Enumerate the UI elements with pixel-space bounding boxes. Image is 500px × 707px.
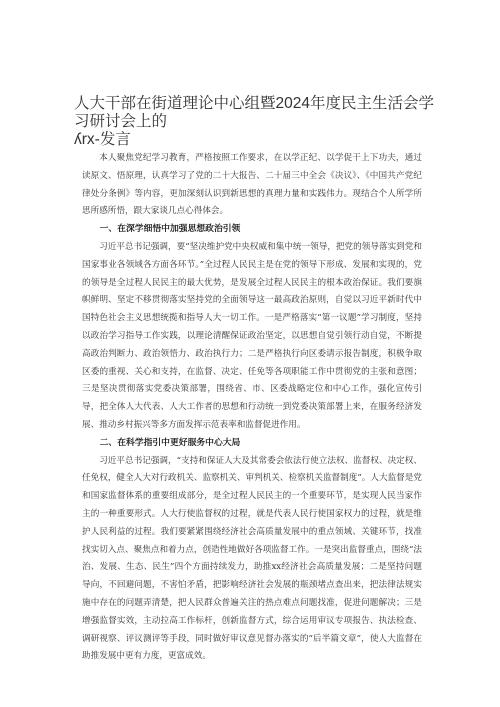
title-main: 人大干部在街道理论中心组暨2024年度民主生活会学习研讨会上的 — [74, 95, 434, 130]
section-body-1: 习近平总书记强调，要“坚决维护党中央权威和集中统一领导，把党的领导落实到党和国家事业各领域各方面各环节。”全过程人民民主是在党的领导下形成、发展和实现的，党的领导是全过程人民民主的最大优势，是发展全过程人民民主的根本政治保证。我们要旗帜鲜明、坚定不移贯彻落实坚持党的全面领导这一最高政治原则，自觉以习近平新时代中国特色社会主义思想统揽和指导人大一切工作。一是严格落实“第一议题”学习制度，坚持以政治学习指导工作实践，以理论清醒保证政治坚定，以思想自觉引领行动自觉，不断提高政治判断力、政治领悟力、政治执行力；二是严格执行向区委请示报告制度，积极争取区委的重视、关心和支持，在监督、决定、任免等各项职能工作中贯彻党的主张和意图；三是坚决贯彻落实党委决策部署，围绕省、市、区委战略定位和中心工作，强化宣传引导，把全体人大代表、人大工作者的思想和行动统一到党委决策部署上来，在服务经济发展、推动乡村振兴等多方面发挥示范表率和监督促进作用。 — [82, 241, 422, 430]
section-heading-2: 二、在科学指引中更好服务中心大局 — [99, 437, 241, 448]
document-title — [74, 95, 444, 149]
document-body — [82, 150, 422, 666]
title-tail: ʎrx-发言 — [74, 131, 131, 148]
intro-paragraph: 本人聚焦党纪学习教育，严格按照工作要求，在以学正纪、以学促干上下功夫，通过读原文、悟原理，认真学习了党的二十大报告、二十届三中全会《决议》、《中国共产党纪律处分条例》等内容，更加深刻认识到新思想的真理力量和实践伟力。现结合个人所学所思所感所悟，跟大家谈几点心得体会。 — [82, 153, 422, 217]
section-heading-1: 一、在深学细悟中加强思想政治引领 — [99, 224, 241, 235]
section-body-2: 习近平总书记强调，“支持和保证人大及其常委会依法行使立法权、监督权、决定权、任免权，健全人大对行政机关、监察机关、审判机关、检察机关监督制度”。人大监督是党和国家监督体系的重要组成部分，是全过程人民民主的一个重要环节，是实现人民当家作主的一种重要形式。人大行使监督权的过程，就是代表人民行使国家权力的过程，就是维护人民利益的过程。我们要紧紧围绕经济社会高质量发展中的重点领域、关键环节，找准找实切入点、聚焦点和着力点，创造性地做好各项监督工作。一是突出监督重点，围绕“法治、发展、生态、民生”四个方面持续发力，助推xx经济社会高质量发展；二是坚持问题导向，不回避问题，不害怕矛盾，把影响经济社会发展的瓶颈堵点查出来，把法律法规实施中存在的问题弄清楚，把人民群众普遍关注的热点难点问题找准，促进问题解决；三是增强监督实效，主动拉高工作标杆，创新监督方式，综合运用审议专项报告、执法检查、调研视察、评议测评等手段，同时做好审议意见督办落实的“后半篇文章”，使人大监督在助推发展中更有力度，更富成效。 — [82, 455, 422, 662]
